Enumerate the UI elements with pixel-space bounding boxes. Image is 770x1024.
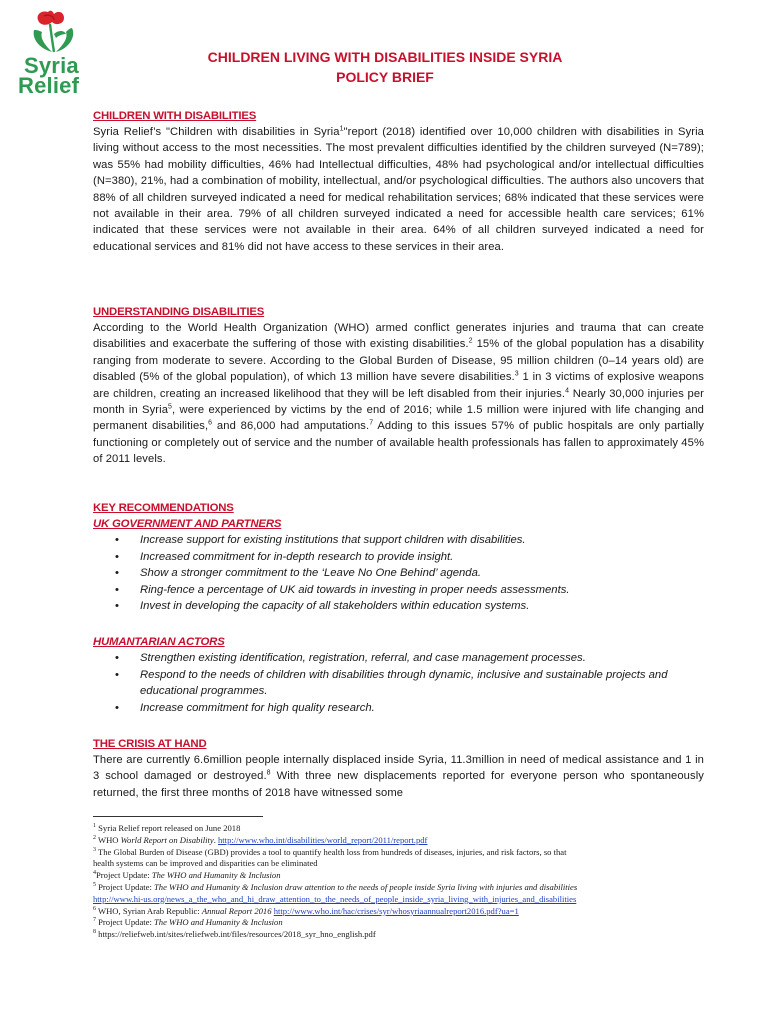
section-crisis-at-hand xyxy=(93,736,704,801)
list-item: • Increase support for existing institutions that support children with disabilities. xyxy=(93,532,704,549)
footnote-ref: 5 xyxy=(168,403,173,411)
footnote-6: $^6$ WHO, Syrian Arab Republic: Annual Report 2016 http://www.who.int/hac/crises/syr/whosyriaannualreport2016.pdf?ua=1 xyxy=(93,905,519,916)
bullet: • xyxy=(115,600,119,613)
footnotes xyxy=(93,823,710,941)
list-item: • Show a stronger commitment to the ‘Leave No One Behind’ agenda. xyxy=(93,565,704,582)
footnote-ref: 4 xyxy=(565,386,570,394)
paragraph: There are currently 6.6million people internally displaced inside Syria, 11.3million in need of medical assistance and 1 in 3 school damaged or destroyed.$^8$ With three new displacements reported for everyone person who spontaneously returned, the first three months of 2018 have witnessed some xyxy=(93,754,704,799)
section-heading: THE CRISIS AT HAND xyxy=(93,738,207,750)
list-item: • Ring-fence a percentage of UK aid towards in investing in proper needs assessments. xyxy=(93,582,704,599)
recommendation-list xyxy=(93,650,704,716)
bullet: • xyxy=(115,583,119,596)
list-item: • Increased commitment for in-depth research to provide insight. xyxy=(93,549,704,566)
footnote-4: $^4$Project Update: The WHO and Humanity & Inclusion xyxy=(93,870,281,881)
section-heading: HUMANTARIAN ACTORS xyxy=(93,636,225,648)
logo-text-relief: Relief xyxy=(18,73,80,98)
footnote-3-continued: health systems can be improved and disparities can be eliminated xyxy=(93,858,318,869)
list-item: • Invest in developing the capacity of all stakeholders within education systems. xyxy=(93,598,704,615)
recommendation-list xyxy=(93,532,704,615)
bullet: • xyxy=(115,668,119,681)
bullet: • xyxy=(115,652,119,664)
bullet: • xyxy=(115,701,119,714)
paragraph: Syria Relief’s "Children with disabilities in Syria$^1$"report (2018) identified over 10,000 children with disabilities in Syria living without access to the most necessities. The most prevalent difficulties identified by the children surveyed (N=789); was 55% had mobility difficulties, 46% had Intellectual difficulties, 48% had psychological and/or intellectual difficulties (N=380), 21%, had a combination of mobility, intellectual, and/or psychological difficulties. The authors also uncovers that 88% of all children surveyed indicated a need for medical rehabilitation services; 68% indicated that these services were not available in their area. 79% of all children surveyed indicated a need for accessible health care services; 61% indicated that these services were not available in their area. 64% of all children surveyed indicated a need for educational services and 81% did not have access to these services in their area. xyxy=(93,125,704,253)
list-item: • Respond to the needs of children with disabilities through dynamic, inclusive and sustainable projects and educational programmes. xyxy=(115,668,668,698)
footnote-2: $^2$ WHO World Report on Disability. http://www.who.int/disabilities/world_report/2011/report.pdf xyxy=(93,834,428,845)
footnote-link[interactable]: http://www.who.int/hac/crises/syr/whosyriaannualreport2016.pdf?ua=1 xyxy=(273,905,519,916)
footnote-1: $^1$ Syria Relief report released on June 2018 xyxy=(93,823,241,833)
section-children-with-disabilities xyxy=(93,108,704,255)
footnote-ref: 6 xyxy=(208,419,213,427)
section-humanitarian-actors xyxy=(93,634,704,716)
bullet: • xyxy=(115,550,119,563)
footnote-8: $^8$ https://reliefweb.int/sites/reliefweb.int/files/resources/2018_syr_hno_english.pdf xyxy=(93,929,376,940)
section-understanding-disabilities xyxy=(93,304,704,468)
section-heading: UNDERSTANDING DISABILITIES xyxy=(93,306,265,318)
paragraph: According to the World Health Organization (WHO) armed conflict generates injuries and trauma that can create disabilities and exacerbate the suffering of those with existing disabilities.$^2$ 15% of the global population has a disability ranging from moderate to severe. According to the Global Burden of Disease, 95 million children (0–14 years old) are disabled (5% of the global population), of which 13 million have severe disabilities.$^3$ 1 in 3 victims of explosive weapons are children, creating an increased likelihood that they will be left disabled from their injuries.$^4$ Nearly 30,000 injuries per month in Syria$^5$, were experienced by victims by the end of 2016; while 1.5 million were injured with life changing and permanent disabilities,$^6$ and 86,000 had amputations.$^7$ Adding to this issues 57% of public hospitals are only partially functioning or completely out of service and the number of available health professionals has fallen to approximately 45% of 2011 levels. xyxy=(93,322,705,466)
footnote-3: $^3$ The Global Burden of Disease (GBD) provides a tool to quantify health loss from hundreds of diseases, injuries, and risk factors, so that xyxy=(93,846,567,857)
bullet: • xyxy=(115,567,119,580)
section-heading: CHILDREN WITH DISABILITIES xyxy=(93,110,257,122)
footnote-link[interactable]: http://www.hi-us.org/news_a_the_who_and_hi_draw_attention_to_the_needs_of_people_inside_syria_living_with_injuries_and_disabilities xyxy=(93,893,577,904)
footnote-ref: 8 xyxy=(266,769,271,777)
page-subtitle: POLICY BRIEF xyxy=(336,69,434,85)
footnote-link[interactable]: http://www.who.int/disabilities/world_report/2011/report.pdf xyxy=(218,834,428,845)
bullet: • xyxy=(115,534,119,546)
list-item: • Strengthen existing identification, registration, referral, and case management processes. xyxy=(93,650,704,667)
footnote-ref: 1 xyxy=(339,125,344,133)
footnote-7: $^7$ Project Update: The WHO and Humanity & Inclusion xyxy=(93,917,283,928)
footnote-ref: 7 xyxy=(369,419,374,427)
section-heading: KEY RECOMMENDATIONS xyxy=(93,502,234,514)
logo-text-syria: Syria xyxy=(24,53,79,78)
section-key-recommendations xyxy=(93,500,704,615)
footnote-5: $^5$ Project Update: The WHO and Humanity & Inclusion draw attention to the needs of people inside Syria living with injuries and disabilities xyxy=(93,881,578,892)
list-item: • Increase commitment for high quality research. xyxy=(93,700,704,717)
footnote-divider xyxy=(93,816,263,817)
subsection-heading: UK GOVERNMENT AND PARTNERS xyxy=(93,518,282,530)
footnote-ref: 3 xyxy=(514,370,519,378)
page-title: CHILDREN LIVING WITH DISABILITIES INSIDE SYRIA xyxy=(207,49,563,65)
footnote-ref: 2 xyxy=(468,337,473,345)
